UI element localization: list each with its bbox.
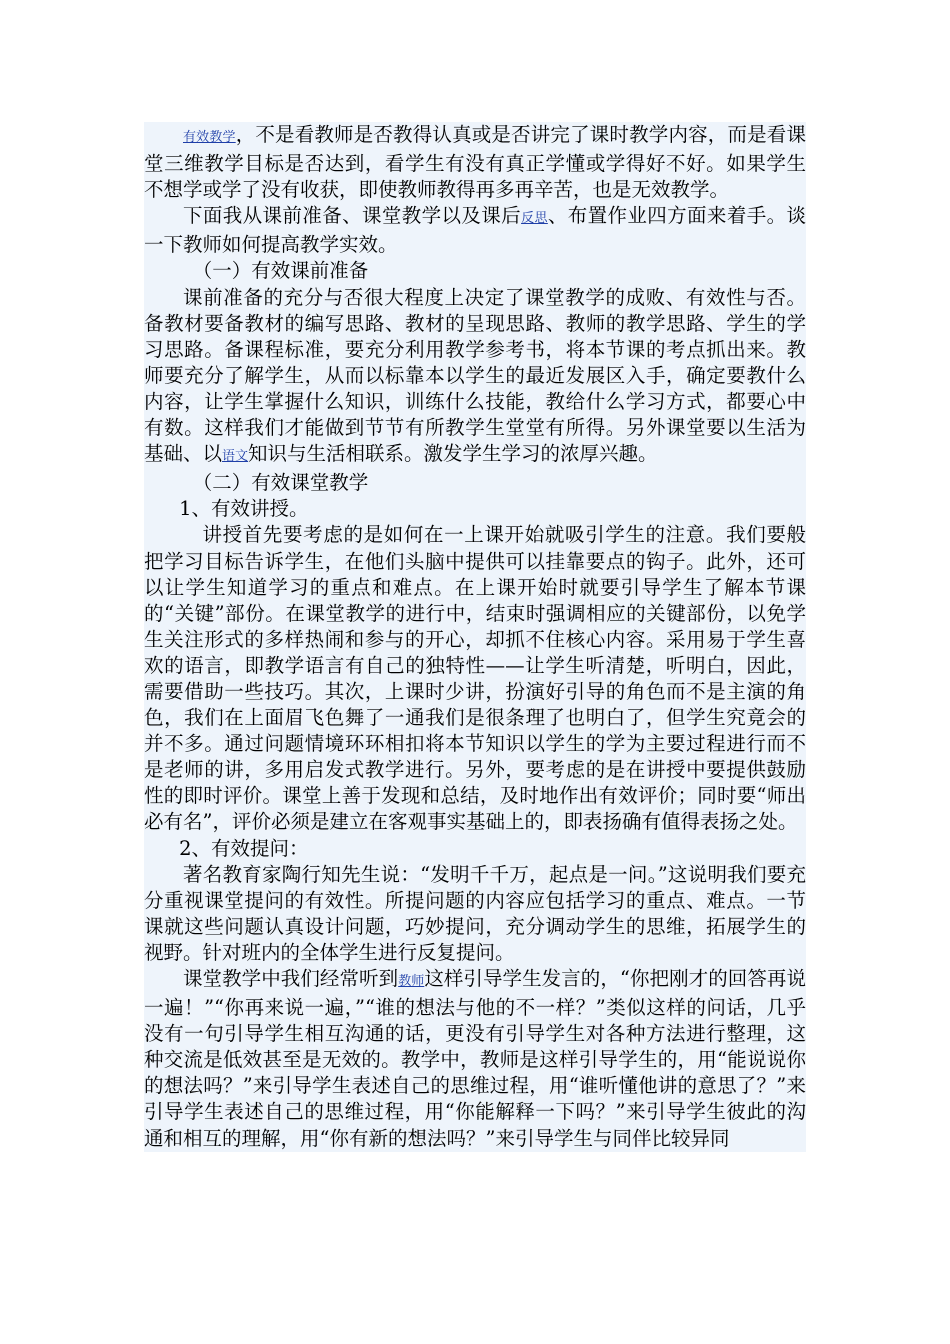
paragraph-4: 讲授首先要考虑的是如何在一上课开始就吸引学生的注意。我们要般把学习目标告诉学生，在他们头脑中提供可以挂靠要点的钩子。此外，还可以让学生知道学习的重点和难点。在上课开始时就要引导学生了解本节课的“关键”部份。在课堂教学的进行中，结束时强调相应的关键部份，以免学生关注形式的多样热闹和参与的开心，却抓不住核心内容。采用易于学生喜欢的语言，即教学语言有自己的独特性——让学生听清楚，听明白，因此，需要借助一些技巧。其次，上课时少讲，扮演好引导的角色而不是主演的角色，我们在上面眉飞色舞了一通我们是很条理了也明白了，但学生究竟会的并不多。通过问题情境环环相扣将本节知识以学生的学为主要过程进行而不是老师的讲，多用启发式教学进行。另外，要考虑的是在讲授中要提供鼓励性的即时评价。课堂上善于发现和总结，及时地作出有效评价；同时要“师出必有名”，评价必须是建立在客观事实基础上的，即表扬确有值得表扬之处。 [144, 523, 806, 834]
paragraph-2-text-a: 下面我从课前准备、课堂教学以及课后 [183, 204, 522, 228]
paragraph-3-text-a: 课前准备的充分与否很大程度上决定了课堂教学的成败、有效性与否。备教材要备教材的编写思路、教材的呈现思路、教师的教学思路、学生的学习思路。备课程标准，要充分利用教学参考书，将本节课的考点抓出来。教师要充分了解学生，从而以标靠本以学生的最近发展区入手，确定要教什么内容，让学生掌握什么知识，训练什么技能，教给什么学习方式，都要心中有数。这样我们才能做到节节有所教学生堂堂有所得。另外课堂要以生活为基础、以 [144, 285, 806, 466]
link-effective-teaching[interactable]: 有效教学 [183, 130, 236, 145]
subheading-effective-lecture: 1、有效讲授。 [179, 497, 309, 521]
paragraph-6-text-b: 这样引导学生发言的，“你把刚才的回答再说一遍！”“你再来说一遍，”“谁的想法与他的不一样？”类似这样的问话，几乎没有一句引导学生相互沟通的话，更没有引导学生对各种方法进行整理，这种交流是低效甚至是无效的。教学中，教师是这样引导学生的，用“能说说你的想法吗？”来引导学生表述自己的思维过程，用“谁听懂他讲的意思了？”来引导学生表述自己的思维过程，用“你能解释一下吗？”来引导学生彼此的沟通和相互的理解，用“你有新的想法吗？”来引导学生与同伴比较异同 [144, 967, 806, 1150]
paragraph-5: 著名教育家陶行知先生说：“发明千千万，起点是一问。”这说明我们要充分重视课堂提问的有效性。所提问题的内容应包括学习的重点、难点。一节课就这些问题认真设计问题，巧妙提问，充分调动学生的思维，拓展学生的视野。针对班内的全体学生进行反复提问。 [144, 862, 806, 964]
heading-section-2: （二）有效课堂教学 [192, 471, 369, 495]
paragraph-3-text-b: 知识与生活相联系。激发学生学习的浓厚兴趣。 [248, 442, 658, 466]
link-teacher[interactable]: 教师 [398, 974, 425, 989]
article-body [144, 122, 806, 1152]
paragraph-2 [144, 203, 806, 258]
paragraph-1-text: ，不是看教师是否教得认真或是否讲完了课时教学内容，而是看课堂三维教学目标是否达到，看学生有没有真正学懂或学得好不好。如果学生不想学或学了没有收获，即使教师教得再多再辛苦，也是无效教学。 [144, 123, 806, 202]
paragraph-2-text-b: 、布置作业四方面来着手。谈一下教师如何提高教学实效。 [144, 204, 806, 257]
link-chinese[interactable]: 语文 [222, 449, 249, 465]
paragraph-6-text-a: 课堂教学中我们经常听到 [183, 967, 399, 990]
paragraph-6 [144, 966, 806, 1152]
paragraph-1 [144, 122, 806, 203]
link-reflection[interactable]: 反思 [521, 211, 548, 227]
heading-section-1: （一）有效课前准备 [192, 259, 369, 283]
subheading-effective-questioning: 2、有效提问： [179, 836, 309, 860]
paragraph-3 [144, 285, 806, 471]
